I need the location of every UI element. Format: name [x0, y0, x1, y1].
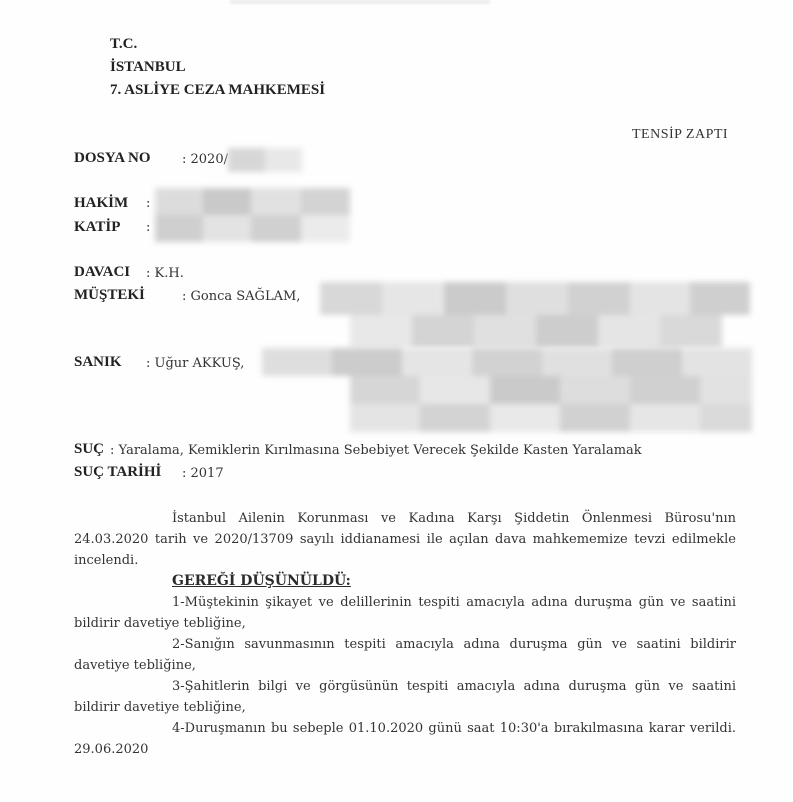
redacted-hakim-katip — [155, 188, 350, 242]
decision-body — [74, 508, 736, 760]
gerek-heading: GEREĞİ DÜŞÜNÜLDÜ: — [172, 573, 351, 589]
decision-item: 3-Şahitlerin bilgi ve görgüsünün tespiti amacıyla adına duruşma gün ve saatini bildirir davetiye tebliğine, — [74, 679, 736, 715]
hakim-label: HAKİM — [74, 195, 129, 211]
dosya-label: DOSYA NO — [74, 150, 151, 166]
katip-value: : — [146, 220, 151, 235]
top-edge-shadow — [230, 0, 490, 4]
suc-label: SUÇ — [74, 441, 105, 457]
court-tc: T.C. — [110, 36, 138, 52]
document-type: TENSİP ZAPTI — [632, 127, 729, 142]
redacted-sanik — [262, 348, 752, 432]
katip-label: KATİP — [74, 219, 121, 235]
suc-tarihi-value: : 2017 — [182, 466, 224, 481]
musteki-label: MÜŞTEKİ — [74, 287, 145, 303]
court-city: İSTANBUL — [110, 59, 186, 75]
redacted-dosya — [228, 148, 302, 172]
decision-item: 1-Müştekinin şikayet ve delillerinin tespiti amacıyla adına duruşma gün ve saatini bildirir davetiye tebliğine, — [74, 595, 736, 631]
davaci-label: DAVACI — [74, 264, 131, 280]
suc-value: : Yaralama, Kemiklerin Kırılmasına Sebebiyet Verecek Şekilde Kasten Yaralamak — [110, 443, 642, 458]
davaci-value: : K.H. — [146, 266, 184, 281]
suc-tarihi-label: SUÇ TARİHİ — [74, 464, 162, 480]
hakim-value: : — [146, 196, 151, 211]
dosya-value: : 2020/ — [182, 152, 228, 167]
intro-paragraph: İstanbul Ailenin Korunması ve Kadına Karşı Şiddetin Önlenmesi Bürosu'nın 24.03.2020 tarih ve 2020/13709 sayılı iddianamesi ile açılan dava mahkememize tevzi edilmekle incelendi. — [74, 511, 736, 568]
redacted-musteki — [320, 282, 750, 348]
court-name: 7. ASLİYE CEZA MAHKEMESİ — [110, 82, 326, 98]
sanik-label: SANIK — [74, 354, 122, 370]
decision-item: 4-Duruşmanın bu sebeple 01.10.2020 günü saat 10:30'a bırakılmasına karar verildi. 29.06.2020 — [74, 721, 736, 757]
musteki-value: : Gonca SAĞLAM, — [182, 289, 301, 304]
sanik-value: : Uğur AKKUŞ, — [146, 356, 245, 371]
decision-item: 2-Sanığın savunmasının tespiti amacıyla adına duruşma gün ve saatini bildirir davetiye tebliğine, — [74, 637, 736, 673]
